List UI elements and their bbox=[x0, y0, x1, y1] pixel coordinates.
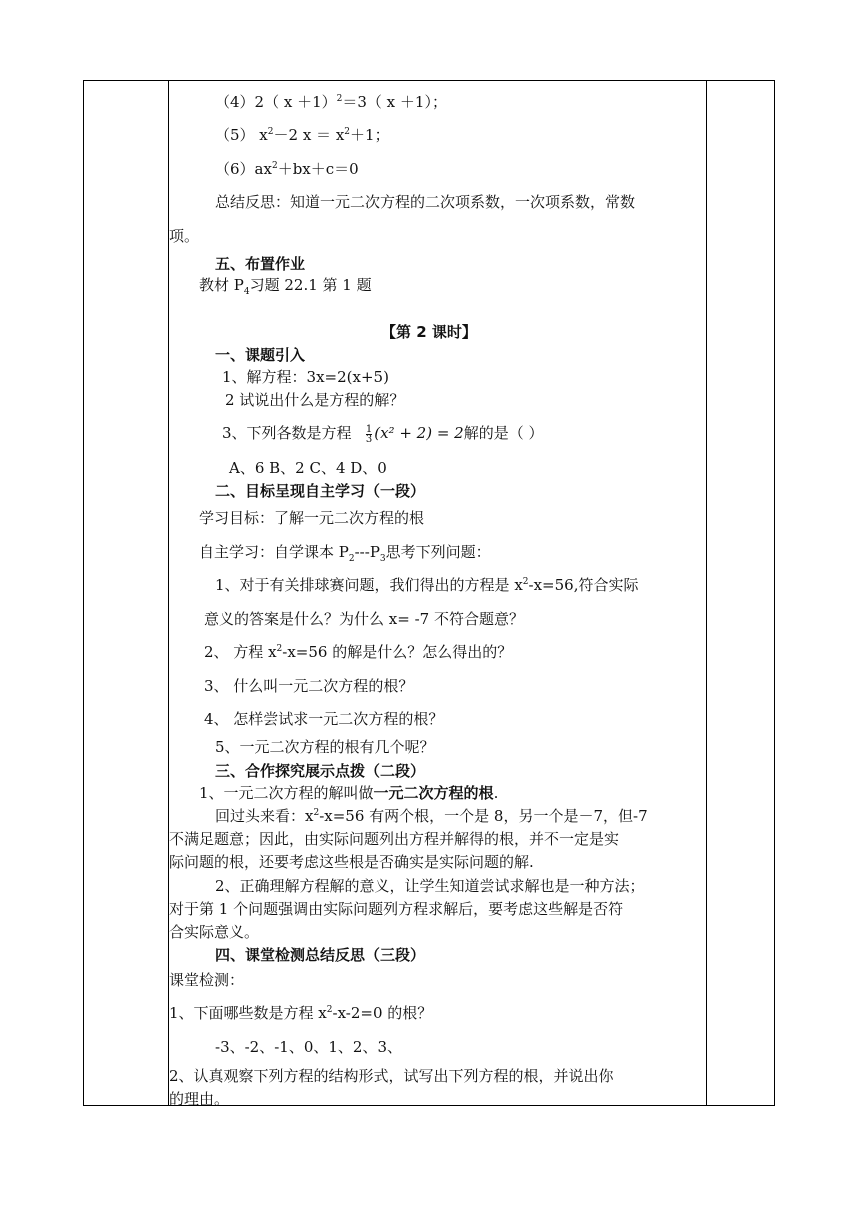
explore-paragraph-line-2: 不满足题意；因此，由实际问题列出方程并解得的根，并不一定是实 bbox=[169, 830, 620, 848]
section-5-heading: 五、布置作业 bbox=[215, 255, 306, 273]
intro-q3: 3、下列各数是方程 $\frac{1}{3}$ (x² + 2) = 2解的是（ ） bbox=[222, 423, 544, 445]
study-q5: 5、一元二次方程的根有几个呢？ bbox=[215, 738, 435, 756]
test-q2-line-2: 的理由。 bbox=[169, 1090, 230, 1108]
column-divider-right bbox=[706, 81, 707, 1105]
test-q1: 1、下面哪些数是方程 $x^2-x-2=0$ 的根？ bbox=[169, 1004, 433, 1022]
homework-line: 教材 $P_4$习题 22.1 第 1 题 bbox=[199, 276, 372, 297]
section-4-heading: 四、课堂检测总结反思（三段） bbox=[215, 946, 426, 964]
explore-point-1: 1、一元二次方程的解叫做一元二次方程的根. bbox=[199, 784, 499, 802]
section-1-heading: 一、课题引入 bbox=[215, 346, 306, 364]
test-q2-line-1: 2、认真观察下列方程的结构形式，试写出下列方程的根，并说出你 bbox=[169, 1067, 614, 1085]
exercise-5: （5） $x^2-2$ $x = x^2+1$； bbox=[215, 126, 390, 144]
section-3-heading: 三、合作探究展示点拨（二段） bbox=[215, 762, 426, 780]
explore-paragraph-line-3: 际问题的根，还要考虑这些根是否确实是实际问题的解. bbox=[169, 853, 534, 871]
study-q1-line-1: 1、对于有关排球赛问题，我们得出的方程是 $x^2-x=56$,符合实际 bbox=[215, 576, 639, 594]
study-q2: 2、 方程 $x^2-x=56$ 的解是什么？怎么得出的？ bbox=[204, 643, 513, 661]
explore-point-2-line-2: 对于第 1 个问题强调由实际问题列方程求解后，要考虑这些解是否符 bbox=[169, 900, 624, 918]
exercise-6: $(6)ax^2+bx+c=0$ bbox=[215, 160, 359, 178]
study-q1-line-2: 意义的答案是什么？为什么 x= -7 不符合题意？ bbox=[204, 610, 524, 628]
intro-q2: 2 试说出什么是方程的解？ bbox=[225, 391, 405, 409]
exercise-4: （4）2（ x ＋1）$^2$＝3（ x ＋1）； bbox=[215, 93, 447, 111]
self-study-line: 自主学习：自学课本 $P_2---P_3$思考下列问题： bbox=[199, 543, 491, 564]
explore-point-2-line-3: 合实际意义。 bbox=[169, 923, 260, 941]
lesson-2-title: 【第 2 课时】 bbox=[381, 323, 477, 341]
intro-q3-options: A、6 B、2 C、4 D、0 bbox=[229, 459, 387, 477]
class-test-label: 课堂检测： bbox=[169, 971, 245, 989]
intro-q1: 1、解方程：3x=2(x+5) bbox=[222, 368, 389, 386]
study-q4: 4、 怎样尝试求一元二次方程的根？ bbox=[204, 710, 444, 728]
explore-paragraph-line-1: 回过头来看：$x^2-x=56$ 有两个根，一个是 8，另一个是－7，但-7 bbox=[215, 807, 648, 825]
test-q1-candidates: -3、-2、-1、0、1、2、3、 bbox=[215, 1038, 403, 1056]
study-q3: 3、 什么叫一元二次方程的根？ bbox=[204, 677, 414, 695]
section-2-heading: 二、目标呈现自主学习（一段） bbox=[215, 482, 426, 500]
explore-point-2-line-1: 2、正确理解方程解的意义，让学生知道尝试求解也是一种方法； bbox=[215, 877, 645, 895]
fraction-one-third: $\frac{1}{3}$ bbox=[365, 423, 373, 445]
learning-objective: 学习目标：了解一元二次方程的根 bbox=[199, 509, 425, 527]
summary-line-2: 项。 bbox=[169, 227, 200, 245]
summary-line-1: 总结反思：知道一元二次方程的二次项系数，一次项系数，常数 bbox=[215, 193, 636, 211]
